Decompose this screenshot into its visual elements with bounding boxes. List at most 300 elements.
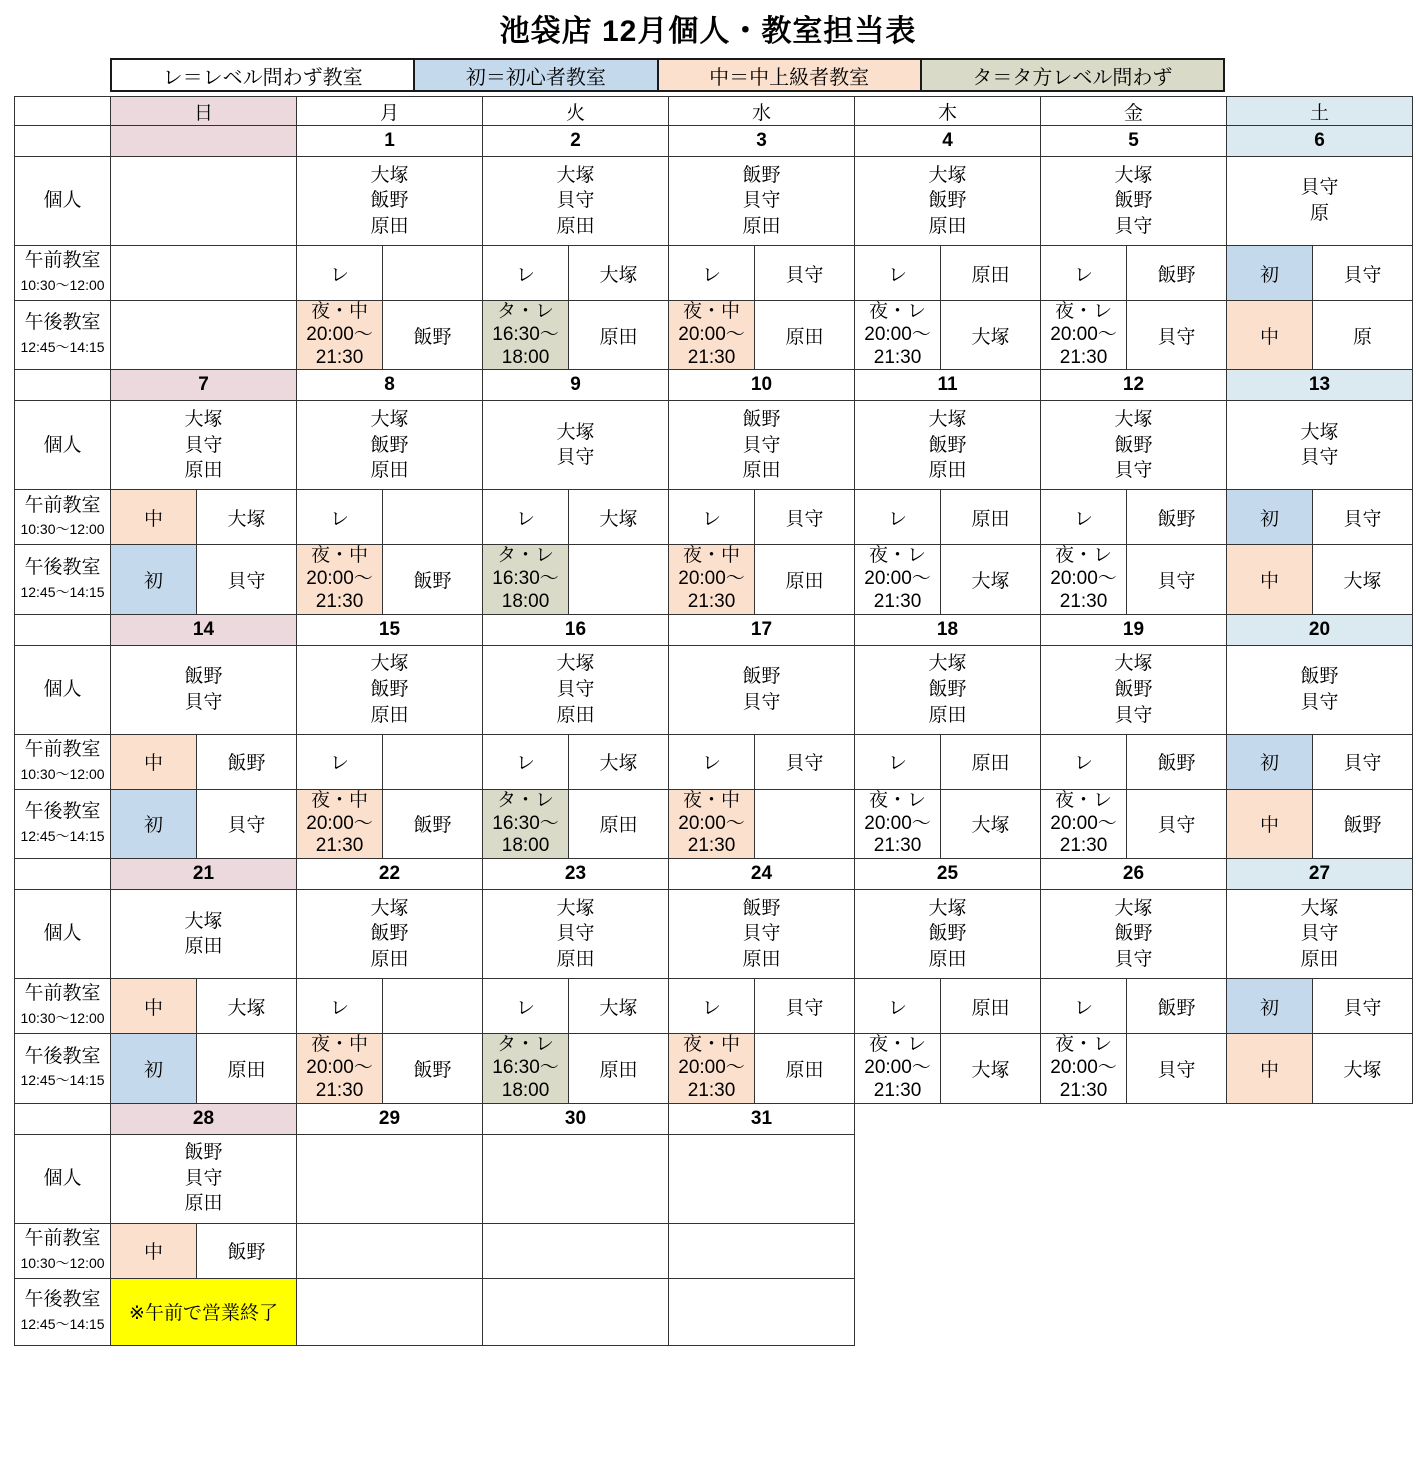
- kojin-cell[interactable]: [1227, 157, 1413, 246]
- schedule-table: [14, 96, 1413, 1346]
- weekday-header-5: 金: [1041, 97, 1227, 126]
- pm-class-cell[interactable]: [1227, 545, 1413, 614]
- kojin-cell[interactable]: [111, 1134, 297, 1223]
- kojin-cell[interactable]: [1041, 401, 1227, 490]
- am-class-cell[interactable]: [297, 1223, 483, 1278]
- class-instructor: [383, 490, 482, 544]
- row-label-pm: 午後教室 12:45～14:15: [15, 545, 111, 614]
- class-instructor: 貝守: [785, 753, 824, 775]
- class-type-tag: タ・レ 16:30～ 18:00: [483, 1034, 569, 1102]
- day-number-cell[interactable]: 14: [111, 614, 297, 645]
- am-class-cell: [855, 1223, 1041, 1278]
- day-number-row: [15, 859, 1413, 890]
- am-class-cell[interactable]: [483, 246, 669, 301]
- staff-name: 飯野: [370, 190, 409, 212]
- am-class-row: [15, 246, 1413, 301]
- pm-class-cell[interactable]: [483, 1034, 669, 1103]
- day-number-cell[interactable]: [1041, 1103, 1227, 1134]
- staff-name: 大塚: [1114, 897, 1153, 919]
- am-class-cell[interactable]: [483, 979, 669, 1034]
- class-instructor: 貝守: [1343, 753, 1382, 775]
- row-label-pm: 午後教室 12:45～14:15: [15, 789, 111, 858]
- class-instructor: 大塚: [227, 997, 266, 1019]
- day-number-cell[interactable]: 10: [669, 370, 855, 401]
- staff-name: 貝守: [1114, 948, 1153, 970]
- class-type-tag: レ: [297, 246, 383, 300]
- staff-name: 大塚: [1114, 408, 1153, 430]
- am-class-cell[interactable]: [1227, 979, 1413, 1034]
- day-number-cell[interactable]: 24: [669, 859, 855, 890]
- kojin-cell[interactable]: [1041, 645, 1227, 734]
- staff-name: 大塚: [1114, 653, 1153, 675]
- class-type-tag: レ: [483, 735, 569, 789]
- am-class-row: [15, 490, 1413, 545]
- class-type-tag: 中: [1227, 1034, 1313, 1102]
- kojin-cell[interactable]: [855, 890, 1041, 979]
- day-number-cell[interactable]: 27: [1227, 859, 1413, 890]
- day-number-cell[interactable]: 25: [855, 859, 1041, 890]
- staff-name: 飯野: [742, 164, 781, 186]
- staff-name: 原田: [370, 215, 409, 237]
- am-class-cell[interactable]: [111, 1223, 297, 1278]
- am-class-cell[interactable]: [669, 246, 855, 301]
- am-class-cell[interactable]: [1041, 734, 1227, 789]
- class-instructor: 貝守: [1157, 1059, 1196, 1081]
- staff-name: 貝守: [556, 923, 595, 945]
- class-type-tag: 初: [111, 545, 197, 613]
- am-class-cell[interactable]: [297, 979, 483, 1034]
- staff-name: 原田: [742, 460, 781, 482]
- kojin-cell[interactable]: [483, 401, 669, 490]
- day-number-cell[interactable]: 29: [297, 1103, 483, 1134]
- day-number-cell[interactable]: 30: [483, 1103, 669, 1134]
- day-number-row-label: [15, 614, 111, 645]
- kojin-cell[interactable]: [1227, 645, 1413, 734]
- staff-name: 原田: [928, 215, 967, 237]
- kojin-cell[interactable]: [297, 1134, 483, 1223]
- am-class-cell[interactable]: [1227, 490, 1413, 545]
- class-type-tag: レ: [669, 246, 755, 300]
- pm-class-cell[interactable]: [1041, 545, 1227, 614]
- kojin-cell[interactable]: [669, 645, 855, 734]
- class-instructor: 原田: [785, 1059, 824, 1081]
- day-number-cell[interactable]: 18: [855, 614, 1041, 645]
- pm-class-cell[interactable]: [483, 789, 669, 858]
- am-class-cell: [1227, 1223, 1413, 1278]
- am-class-cell[interactable]: [111, 979, 297, 1034]
- am-class-cell[interactable]: [669, 490, 855, 545]
- staff-name: 原田: [742, 948, 781, 970]
- am-class-cell[interactable]: [111, 490, 297, 545]
- staff-name: 飯野: [928, 434, 967, 456]
- day-number-cell[interactable]: 21: [111, 859, 297, 890]
- pm-class-cell[interactable]: [855, 301, 1041, 370]
- am-class-cell[interactable]: [669, 1223, 855, 1278]
- staff-name: 原田: [556, 948, 595, 970]
- pm-class-cell[interactable]: [483, 301, 669, 370]
- pm-class-cell[interactable]: [111, 545, 297, 614]
- class-type-tag: 夜・レ 20:00～ 21:30: [1041, 301, 1127, 369]
- pm-class-cell[interactable]: [669, 545, 855, 614]
- class-type-tag: レ: [1041, 735, 1127, 789]
- day-number-cell[interactable]: 26: [1041, 859, 1227, 890]
- am-class-cell[interactable]: [855, 246, 1041, 301]
- pm-class-cell[interactable]: [1041, 1034, 1227, 1103]
- day-number-cell[interactable]: [111, 126, 297, 157]
- day-number-cell[interactable]: 17: [669, 614, 855, 645]
- staff-name: 原田: [556, 215, 595, 237]
- kojin-cell[interactable]: [669, 401, 855, 490]
- weekday-header-1: 月: [297, 97, 483, 126]
- staff-name: 大塚: [928, 653, 967, 675]
- am-class-cell[interactable]: [297, 734, 483, 789]
- kojin-row: [15, 401, 1413, 490]
- pm-class-cell[interactable]: [1227, 301, 1413, 370]
- am-class-row: [15, 979, 1413, 1034]
- kojin-cell[interactable]: [111, 157, 297, 246]
- staff-name: 飯野: [1114, 678, 1153, 700]
- closing-notice[interactable]: ※午前で営業終了: [111, 1278, 297, 1345]
- class-type-tag: 中: [111, 1224, 197, 1278]
- staff-name: 大塚: [370, 164, 409, 186]
- kojin-cell[interactable]: [483, 1134, 669, 1223]
- class-instructor: 原田: [599, 326, 638, 348]
- day-number-row-label: [15, 1103, 111, 1134]
- pm-class-cell[interactable]: [297, 1278, 483, 1345]
- kojin-cell[interactable]: [1041, 890, 1227, 979]
- class-type-tag: レ: [483, 979, 569, 1033]
- staff-name: 原田: [556, 704, 595, 726]
- class-type-tag: レ: [297, 979, 383, 1033]
- day-number-cell[interactable]: 16: [483, 614, 669, 645]
- kojin-cell[interactable]: [669, 890, 855, 979]
- kojin-cell[interactable]: [1227, 890, 1413, 979]
- am-class-cell[interactable]: [111, 246, 297, 301]
- row-label-pm: 午後教室 12:45～14:15: [15, 1034, 111, 1103]
- class-type-tag: 中: [111, 979, 197, 1033]
- staff-name: 飯野: [184, 666, 223, 688]
- kojin-cell[interactable]: [111, 645, 297, 734]
- class-instructor: 貝守: [227, 815, 266, 837]
- staff-name: 飯野: [1114, 190, 1153, 212]
- am-class-cell[interactable]: [669, 734, 855, 789]
- staff-name: 飯野: [742, 897, 781, 919]
- class-type-tag: 夜・レ 20:00～ 21:30: [855, 301, 941, 369]
- pm-class-cell[interactable]: [297, 789, 483, 858]
- day-number-row-label: [15, 859, 111, 890]
- kojin-cell: [1227, 1134, 1413, 1223]
- class-type-tag: 初: [1227, 979, 1313, 1033]
- pm-class-cell: [855, 1278, 1041, 1345]
- day-number-cell[interactable]: 31: [669, 1103, 855, 1134]
- row-label-am: 午前教室 10:30～12:00: [15, 979, 111, 1034]
- class-instructor: 大塚: [971, 1059, 1010, 1081]
- day-number-cell[interactable]: 13: [1227, 370, 1413, 401]
- class-type-tag: 中: [1227, 301, 1313, 369]
- day-number-cell[interactable]: 4: [855, 126, 1041, 157]
- day-number-cell[interactable]: 1: [297, 126, 483, 157]
- row-label-am: 午前教室 10:30～12:00: [15, 490, 111, 545]
- am-class-cell[interactable]: [483, 490, 669, 545]
- weekday-header-6: 土: [1227, 97, 1413, 126]
- kojin-cell[interactable]: [1227, 401, 1413, 490]
- day-number-cell[interactable]: 2: [483, 126, 669, 157]
- staff-name: 大塚: [928, 897, 967, 919]
- day-number-cell[interactable]: 11: [855, 370, 1041, 401]
- class-instructor: 飯野: [413, 326, 452, 348]
- day-number-cell[interactable]: 19: [1041, 614, 1227, 645]
- am-class-cell[interactable]: [297, 490, 483, 545]
- class-type-tag: タ・レ 16:30～ 18:00: [483, 790, 569, 858]
- staff-name: 大塚: [928, 408, 967, 430]
- pm-class-cell[interactable]: [483, 1278, 669, 1345]
- staff-name: 大塚: [370, 653, 409, 675]
- class-type-tag: レ: [855, 490, 941, 544]
- pm-class-cell[interactable]: [111, 1034, 297, 1103]
- day-number-cell[interactable]: 5: [1041, 126, 1227, 157]
- am-class-row: [15, 734, 1413, 789]
- day-number-row: [15, 614, 1413, 645]
- class-type-tag: レ: [297, 735, 383, 789]
- staff-name: 飯野: [370, 434, 409, 456]
- pm-class-cell[interactable]: [669, 301, 855, 370]
- pm-class-cell[interactable]: [297, 1034, 483, 1103]
- day-number-cell[interactable]: 22: [297, 859, 483, 890]
- pm-class-cell[interactable]: [1227, 1034, 1413, 1103]
- am-class-cell[interactable]: [111, 734, 297, 789]
- class-type-tag: 夜・レ 20:00～ 21:30: [1041, 545, 1127, 613]
- kojin-row: [15, 645, 1413, 734]
- am-class-cell[interactable]: [1041, 979, 1227, 1034]
- staff-name: 飯野: [370, 923, 409, 945]
- pm-class-row: [15, 545, 1413, 614]
- class-type-tag: 初: [1227, 490, 1313, 544]
- class-instructor: 大塚: [1343, 1059, 1382, 1081]
- day-number-cell[interactable]: 7: [111, 370, 297, 401]
- pm-class-cell[interactable]: [297, 545, 483, 614]
- pm-class-cell[interactable]: [855, 789, 1041, 858]
- am-class-cell[interactable]: [855, 490, 1041, 545]
- class-type-tag: 夜・中 20:00～ 21:30: [297, 301, 383, 369]
- pm-class-cell[interactable]: [483, 545, 669, 614]
- class-instructor: 貝守: [1343, 264, 1382, 286]
- pm-class-cell: [1227, 1278, 1413, 1345]
- day-number-cell[interactable]: 12: [1041, 370, 1227, 401]
- staff-name: 貝守: [184, 691, 223, 713]
- staff-name: 飯野: [742, 408, 781, 430]
- staff-name: 原田: [928, 948, 967, 970]
- class-type-tag: 夜・中 20:00～ 21:30: [669, 1034, 755, 1102]
- am-class-cell[interactable]: [297, 246, 483, 301]
- pm-class-row: [15, 301, 1413, 370]
- kojin-cell[interactable]: [483, 157, 669, 246]
- staff-name: 大塚: [928, 164, 967, 186]
- class-instructor: 飯野: [1157, 997, 1196, 1019]
- row-label-kojin: 個人: [15, 157, 111, 246]
- class-instructor: 原: [1353, 326, 1373, 348]
- am-class-cell[interactable]: [1041, 490, 1227, 545]
- class-type-tag: 夜・中 20:00～ 21:30: [297, 1034, 383, 1102]
- kojin-cell[interactable]: [855, 645, 1041, 734]
- class-type-tag: 中: [111, 735, 197, 789]
- day-number-cell[interactable]: 6: [1227, 126, 1413, 157]
- staff-name: 大塚: [556, 653, 595, 675]
- class-type-tag: 夜・中 20:00～ 21:30: [297, 545, 383, 613]
- kojin-cell[interactable]: [111, 401, 297, 490]
- day-number-cell[interactable]: 23: [483, 859, 669, 890]
- class-instructor: 貝守: [785, 997, 824, 1019]
- staff-name: 大塚: [1300, 897, 1339, 919]
- row-label-am: 午前教室 10:30～12:00: [15, 246, 111, 301]
- staff-name: 貝守: [184, 1167, 223, 1189]
- day-number-cell[interactable]: [1227, 1103, 1413, 1134]
- class-instructor: [383, 735, 482, 789]
- pm-class-cell[interactable]: [855, 545, 1041, 614]
- staff-name: 原田: [928, 460, 967, 482]
- kojin-cell[interactable]: [483, 645, 669, 734]
- day-number-row: [15, 126, 1413, 157]
- row-label-kojin: 個人: [15, 890, 111, 979]
- staff-name: 飯野: [1114, 923, 1153, 945]
- am-class-cell[interactable]: [1041, 246, 1227, 301]
- class-instructor: 原田: [599, 1059, 638, 1081]
- staff-name: 飯野: [928, 678, 967, 700]
- pm-class-cell[interactable]: [855, 1034, 1041, 1103]
- class-instructor: 大塚: [599, 753, 638, 775]
- pm-class-cell[interactable]: [669, 1278, 855, 1345]
- class-type-tag: レ: [297, 490, 383, 544]
- staff-name: 大塚: [556, 164, 595, 186]
- class-type-tag: 夜・中 20:00～ 21:30: [669, 301, 755, 369]
- class-instructor: 飯野: [1157, 508, 1196, 530]
- class-instructor: [383, 979, 482, 1033]
- staff-name: 飯野: [1300, 666, 1339, 688]
- staff-name: 大塚: [1114, 164, 1153, 186]
- class-instructor: 原田: [785, 326, 824, 348]
- class-instructor: 原田: [971, 753, 1010, 775]
- am-class-cell[interactable]: [483, 734, 669, 789]
- class-instructor: 飯野: [413, 815, 452, 837]
- kojin-cell[interactable]: [855, 157, 1041, 246]
- staff-name: 貝守: [742, 691, 781, 713]
- day-number-row: [15, 1103, 1413, 1134]
- pm-class-cell[interactable]: [297, 301, 483, 370]
- am-class-cell[interactable]: [1227, 734, 1413, 789]
- class-type-tag: レ: [483, 246, 569, 300]
- class-type-tag: レ: [1041, 246, 1127, 300]
- day-number-cell[interactable]: 28: [111, 1103, 297, 1134]
- kojin-cell[interactable]: [1041, 157, 1227, 246]
- kojin-cell[interactable]: [111, 890, 297, 979]
- kojin-cell[interactable]: [669, 1134, 855, 1223]
- am-class-cell[interactable]: [855, 979, 1041, 1034]
- class-instructor: 飯野: [1157, 264, 1196, 286]
- pm-class-cell[interactable]: [111, 301, 297, 370]
- am-class-cell[interactable]: [669, 979, 855, 1034]
- class-type-tag: レ: [855, 246, 941, 300]
- kojin-cell[interactable]: [483, 890, 669, 979]
- class-instructor: 大塚: [971, 815, 1010, 837]
- class-type-tag: タ・レ 16:30～ 18:00: [483, 545, 569, 613]
- row-label-pm: 午後教室 12:45～14:15: [15, 301, 111, 370]
- class-instructor: 原田: [971, 264, 1010, 286]
- staff-name: 原田: [370, 704, 409, 726]
- class-type-tag: 夜・レ 20:00～ 21:30: [855, 1034, 941, 1102]
- pm-class-cell: [1041, 1278, 1227, 1345]
- staff-name: 大塚: [370, 897, 409, 919]
- pm-class-cell[interactable]: [1041, 301, 1227, 370]
- kojin-cell[interactable]: [297, 890, 483, 979]
- class-instructor: 貝守: [1343, 508, 1382, 530]
- class-type-tag: 中: [1227, 790, 1313, 858]
- day-number-cell[interactable]: 20: [1227, 614, 1413, 645]
- pm-class-cell[interactable]: [1041, 789, 1227, 858]
- kojin-cell[interactable]: [297, 401, 483, 490]
- day-number-cell[interactable]: [855, 1103, 1041, 1134]
- pm-class-cell[interactable]: [1227, 789, 1413, 858]
- am-class-cell[interactable]: [855, 734, 1041, 789]
- weekday-header-4: 木: [855, 97, 1041, 126]
- staff-name: 大塚: [556, 897, 595, 919]
- class-instructor: 大塚: [599, 508, 638, 530]
- kojin-row: [15, 1134, 1413, 1223]
- day-number-cell[interactable]: 15: [297, 614, 483, 645]
- class-type-tag: 夜・レ 20:00～ 21:30: [855, 545, 941, 613]
- kojin-row: [15, 890, 1413, 979]
- pm-class-cell[interactable]: [669, 789, 855, 858]
- kojin-cell[interactable]: [297, 157, 483, 246]
- staff-name: 貝守: [1300, 447, 1339, 469]
- weekday-header-3: 水: [669, 97, 855, 126]
- legend-item-evening: タ＝タ方レベル問わず: [922, 60, 1223, 90]
- am-class-cell[interactable]: [483, 1223, 669, 1278]
- kojin-cell[interactable]: [297, 645, 483, 734]
- pm-class-row: [15, 1278, 1413, 1345]
- class-type-tag: レ: [669, 979, 755, 1033]
- class-instructor: 飯野: [227, 1242, 266, 1264]
- class-type-tag: レ: [669, 735, 755, 789]
- row-label-am: 午前教室 10:30～12:00: [15, 1223, 111, 1278]
- day-number-cell[interactable]: 8: [297, 370, 483, 401]
- class-instructor: 貝守: [1157, 815, 1196, 837]
- pm-class-row: [15, 1034, 1413, 1103]
- class-instructor: [383, 246, 482, 300]
- kojin-cell[interactable]: [669, 157, 855, 246]
- class-instructor: 飯野: [413, 571, 452, 593]
- kojin-cell: [855, 1134, 1041, 1223]
- legend: [110, 58, 1225, 92]
- staff-name: 原田: [742, 215, 781, 237]
- legend-item-level-any: レ＝レベル問わず教室: [112, 60, 415, 90]
- pm-class-cell[interactable]: [669, 1034, 855, 1103]
- staff-name: 貝守: [742, 190, 781, 212]
- class-type-tag: 夜・中 20:00～ 21:30: [669, 545, 755, 613]
- class-type-tag: 中: [1227, 545, 1313, 613]
- class-instructor: 貝守: [1343, 997, 1382, 1019]
- class-type-tag: 夜・中 20:00～ 21:30: [669, 790, 755, 858]
- day-number-cell[interactable]: 9: [483, 370, 669, 401]
- class-instructor: 飯野: [1343, 815, 1382, 837]
- day-number-row: [15, 370, 1413, 401]
- day-number-cell[interactable]: 3: [669, 126, 855, 157]
- am-class-cell[interactable]: [1227, 246, 1413, 301]
- staff-name: 貝守: [1300, 691, 1339, 713]
- kojin-cell[interactable]: [855, 401, 1041, 490]
- pm-class-cell[interactable]: [111, 789, 297, 858]
- class-instructor: [755, 790, 854, 858]
- class-type-tag: 夜・中 20:00～ 21:30: [297, 790, 383, 858]
- class-type-tag: タ・レ 16:30～ 18:00: [483, 301, 569, 369]
